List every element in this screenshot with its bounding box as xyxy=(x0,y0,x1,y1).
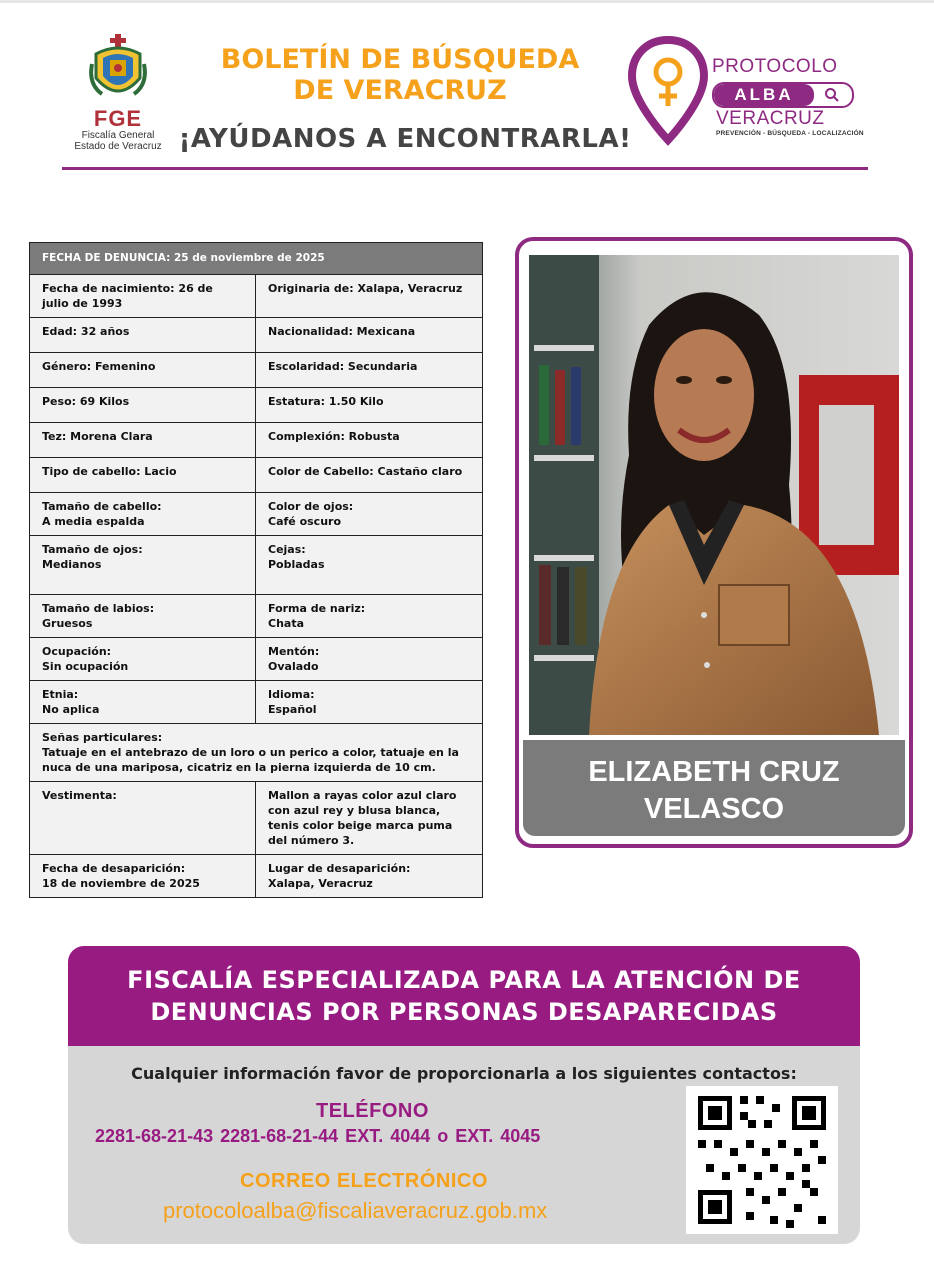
phone-label: TELÉFONO xyxy=(316,1100,429,1122)
contact-intro: Cualquier información favor de proporcionarla a los siguientes contactos: xyxy=(131,1064,797,1083)
table-row xyxy=(30,275,483,318)
table-cell: Escolaridad: Secundaria xyxy=(256,353,483,388)
table-cell xyxy=(30,493,256,536)
table-row xyxy=(30,243,483,275)
table-cell: Color de Cabello: Castaño claro xyxy=(256,458,483,493)
table-cell xyxy=(256,595,483,638)
cell-value: A media espalda xyxy=(42,515,145,528)
cell-value: No aplica xyxy=(42,703,100,716)
alba-line1: PROTOCOLO xyxy=(712,56,838,77)
table-cell: Edad: 32 años xyxy=(30,318,256,353)
person-info-table xyxy=(29,242,483,898)
person-name-line2: VELASCO xyxy=(643,793,785,825)
table-cell xyxy=(30,681,256,724)
cell-label: Idioma: xyxy=(268,688,315,701)
unit-banner xyxy=(68,946,860,1046)
person-name-line1: ELIZABETH CRUZ xyxy=(588,756,840,788)
table-row xyxy=(30,782,483,855)
protocolo-alba-logo xyxy=(628,36,864,146)
table-cell: Tipo de cabello: Lacio xyxy=(30,458,256,493)
unit-title-line1: FISCALÍA ESPECIALIZADA PARA LA ATENCIÓN DE xyxy=(127,966,801,994)
veracruz-seal-icon xyxy=(88,34,148,106)
table-row xyxy=(30,493,483,536)
cell-value: Medianos xyxy=(42,558,102,571)
cell-value: Xalapa, Veracruz xyxy=(268,877,373,890)
table-cell xyxy=(30,595,256,638)
bulletin-title-line2: DE VERACRUZ xyxy=(293,75,507,106)
alba-line2: ALBA xyxy=(734,85,794,104)
marks-value: Tatuaje en el antebrazo de un loro o un perico a color, tatuaje en la nuca de una mariposa, cicatriz en la pierna izquierda de 10 cm. xyxy=(42,746,459,774)
table-row xyxy=(30,855,483,898)
table-cell xyxy=(256,638,483,681)
table-row xyxy=(30,724,483,782)
table-row xyxy=(30,388,483,423)
table-cell xyxy=(256,855,483,898)
table-cell xyxy=(30,638,256,681)
table-cell xyxy=(256,493,483,536)
contact-panel xyxy=(68,946,860,1244)
top-border xyxy=(0,0,934,3)
search-icon xyxy=(824,87,840,103)
email-label: CORREO ELECTRÓNICO xyxy=(240,1170,488,1192)
cell-value: Español xyxy=(268,703,317,716)
unit-title-line2: DENUNCIAS POR PERSONAS DESAPARECIDAS xyxy=(150,998,778,1026)
table-row xyxy=(30,423,483,458)
table-row xyxy=(30,353,483,388)
table-row xyxy=(30,318,483,353)
cell-label: Fecha de desaparición: xyxy=(42,862,186,875)
header-divider xyxy=(62,167,868,170)
fge-logo xyxy=(70,34,166,156)
cell-value: Café oscuro xyxy=(268,515,342,528)
cell-label: Tamaño de labios: xyxy=(42,602,155,615)
cell-label: Mentón: xyxy=(268,645,320,658)
cell-label: Cejas: xyxy=(268,543,306,556)
fge-line2: Estado de Veracruz xyxy=(74,141,162,152)
table-cell xyxy=(256,681,483,724)
table-cell: Complexión: Robusta xyxy=(256,423,483,458)
table-cell: Peso: 69 Kilos xyxy=(30,388,256,423)
table-row xyxy=(30,681,483,724)
table-cell xyxy=(256,536,483,595)
email-address[interactable]: protocoloalba@fiscaliaveracruz.gob.mx xyxy=(163,1198,548,1223)
person-name xyxy=(523,740,905,836)
cell-value: Ovalado xyxy=(268,660,319,673)
table-row xyxy=(30,595,483,638)
cell-label: Color de ojos: xyxy=(268,500,354,513)
fge-abbreviation: FGE xyxy=(93,106,143,131)
cell-label: Etnia: xyxy=(42,688,79,701)
cell-label: Tamaño de cabello: xyxy=(42,500,162,513)
table-row xyxy=(30,638,483,681)
cell-value: Pobladas xyxy=(268,558,325,571)
clothing-value: Mallon a rayas color azul claro con azul rey y blusa blanca, tenis color beige marca puma del número 3. xyxy=(256,782,483,855)
table-cell: Originaria de: Xalapa, Veracruz xyxy=(256,275,483,318)
bulletin-title xyxy=(170,44,630,106)
marks-label: Señas particulares: xyxy=(42,731,163,744)
table-cell xyxy=(30,855,256,898)
person-photo xyxy=(529,255,899,735)
alba-line3: VERACRUZ xyxy=(716,108,825,129)
clothing-label: Vestimenta: xyxy=(30,782,256,855)
cell-label: Lugar de desaparición: xyxy=(268,862,411,875)
cell-label: Forma de nariz: xyxy=(268,602,366,615)
help-subtitle: ¡AYÚDANOS A ENCONTRARLA! xyxy=(178,124,632,154)
cell-value: 18 de noviembre de 2025 xyxy=(42,877,200,890)
table-cell xyxy=(30,724,483,782)
qr-code-icon[interactable] xyxy=(686,1086,838,1234)
phone-numbers[interactable]: 2281-68-21-43 2281-68-21-44 EXT. 4044 o EXT. 4045 xyxy=(95,1126,541,1146)
table-cell: Nacionalidad: Mexicana xyxy=(256,318,483,353)
unit-title xyxy=(68,964,860,1028)
cell-value: Sin ocupación xyxy=(42,660,129,673)
table-cell: Tez: Morena Clara xyxy=(30,423,256,458)
alba-tagline: PREVENCIÓN - BÚSQUEDA - LOCALIZACIÓN xyxy=(716,130,864,137)
cell-value: Gruesos xyxy=(42,617,93,630)
report-date: FECHA DE DENUNCIA: 25 de noviembre de 2025 xyxy=(30,243,483,275)
contact-details xyxy=(68,1046,860,1244)
table-row xyxy=(30,458,483,493)
table-cell: Género: Femenino xyxy=(30,353,256,388)
table-cell: Estatura: 1.50 Kilo xyxy=(256,388,483,423)
table-cell: Fecha de nacimiento: 26 de julio de 1993 xyxy=(30,275,256,318)
female-pin-icon xyxy=(628,36,708,146)
alba-pill xyxy=(712,82,854,108)
table-cell xyxy=(30,536,256,595)
fge-line1: Fiscalía General xyxy=(81,130,155,141)
table-row xyxy=(30,536,483,595)
cell-label: Ocupación: xyxy=(42,645,112,658)
photo-card xyxy=(515,237,913,848)
cell-label: Tamaño de ojos: xyxy=(42,543,143,556)
bulletin-title-line1: BOLETÍN DE BÚSQUEDA xyxy=(220,44,580,75)
cell-value: Chata xyxy=(268,617,305,630)
